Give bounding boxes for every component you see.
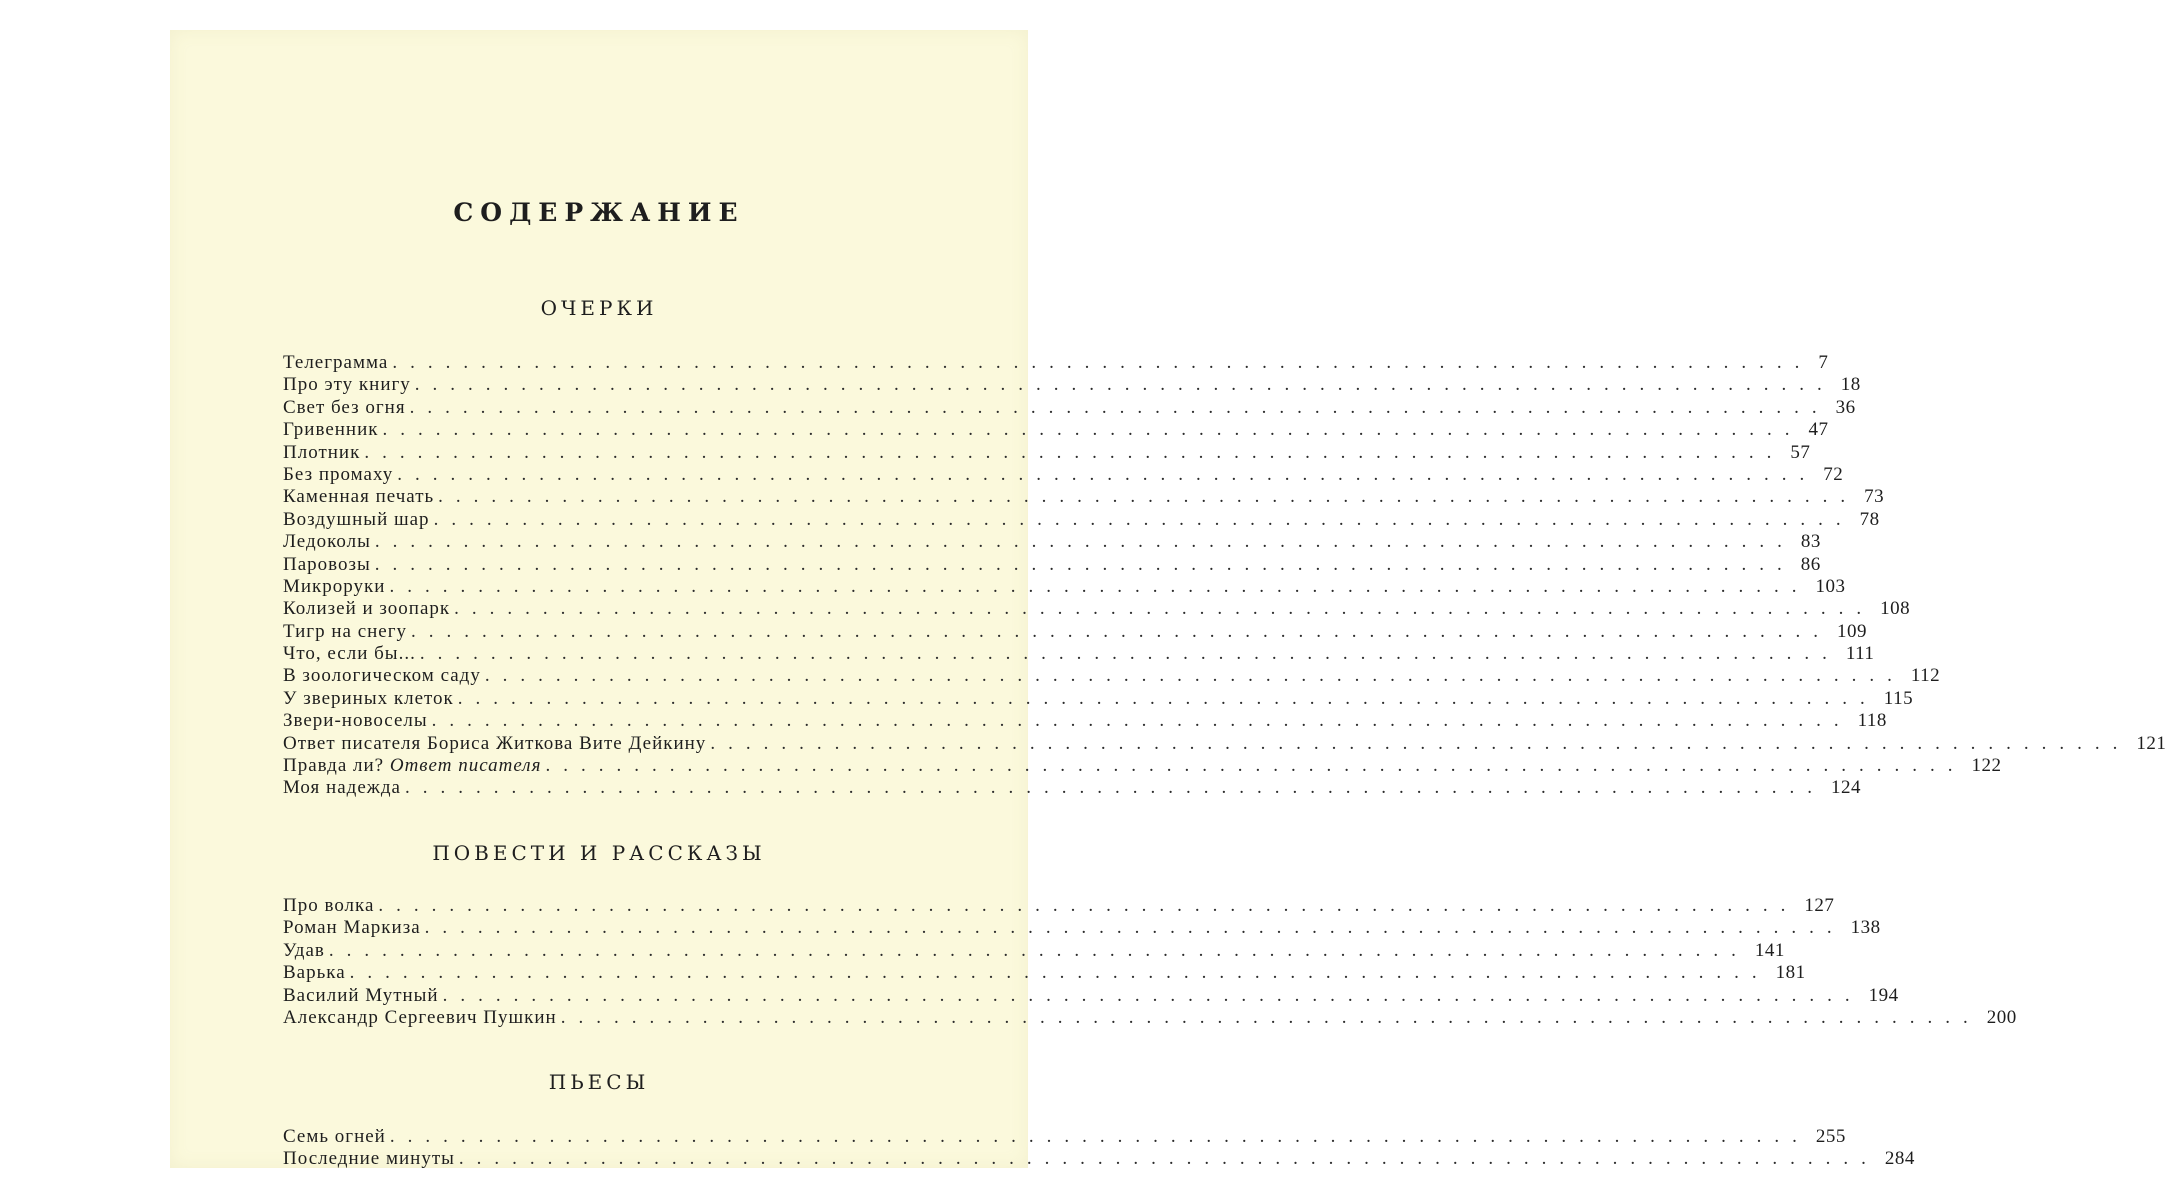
- toc-leader-dots: ................................................................................: [442, 984, 1863, 1006]
- toc-entry-title: Семь огней: [283, 1126, 386, 1147]
- toc-entry: [283, 710, 1887, 732]
- toc-entry-subtitle: Ответ писателя: [389, 755, 542, 777]
- toc-entry-title: Моя надежда: [283, 777, 401, 799]
- toc-entry: [283, 755, 2002, 777]
- toc-page-number: 115: [1883, 687, 1914, 709]
- toc-entry: [283, 374, 1861, 396]
- toc-entry: [283, 598, 1911, 620]
- toc-page-number: 7: [1818, 352, 1829, 373]
- toc-page-number: 103: [1815, 575, 1846, 597]
- toc-entry: [283, 352, 1829, 374]
- toc-page-number: 111: [1845, 643, 1875, 665]
- toc-entry: [283, 575, 1846, 598]
- toc-entry: [283, 777, 1861, 799]
- toc-entry: [283, 895, 1835, 917]
- toc-entry: [283, 732, 2166, 755]
- toc-page-number: 47: [1808, 419, 1829, 441]
- toc-page-number: 194: [1868, 984, 1899, 1006]
- toc-leader-dots: ................................................................................: [378, 895, 1799, 916]
- toc-entry-title: Александр Сергеевич Пушкин: [283, 1006, 557, 1028]
- toc-leader-dots: ................................................................................: [431, 710, 1852, 732]
- toc-leader-dots: ................................................................................: [419, 643, 1840, 665]
- toc-page-number: 108: [1880, 598, 1911, 620]
- toc-entry-title: Василий Мутный: [283, 984, 439, 1006]
- toc-page-number: 36: [1835, 396, 1856, 418]
- toc-leader-dots: ................................................................................: [458, 1148, 1879, 1170]
- toc-leader-dots: ................................................................................: [454, 598, 1875, 620]
- toc-entry: [283, 508, 1880, 531]
- toc-entry: [283, 1006, 2017, 1029]
- toc-entry: [283, 962, 1806, 984]
- toc-leader-dots: ................................................................................: [433, 508, 1854, 530]
- toc-page-number: 86: [1800, 553, 1821, 575]
- toc-entry-title: Телеграмма: [283, 352, 389, 373]
- toc-entry: [283, 419, 1829, 441]
- toc-leader-dots: ................................................................................: [404, 777, 1825, 799]
- toc-leader-dots: ................................................................................: [397, 463, 1818, 485]
- toc-page-number: 127: [1804, 895, 1835, 916]
- toc-page-number: 78: [1859, 508, 1880, 530]
- toc-entry-title: Последние минуты: [283, 1148, 455, 1170]
- toc-entry-title: Воздушный шар: [283, 508, 430, 530]
- toc-entry-title: Роман Маркиза: [283, 917, 421, 939]
- toc-page-number: 124: [1830, 777, 1861, 799]
- toc-entry-title: Гривенник: [283, 419, 379, 441]
- toc-entry: [283, 665, 1941, 687]
- toc-leader-dots: ................................................................................: [374, 553, 1795, 575]
- toc-leader-dots: ................................................................................: [389, 575, 1810, 597]
- toc-page-number: 284: [1884, 1148, 1915, 1170]
- toc-list-pesy: [283, 1126, 1915, 1171]
- toc-list-ocherki: [283, 352, 2166, 800]
- toc-leader-dots: ................................................................................: [424, 917, 1845, 939]
- toc-leader-dots: ................................................................................: [414, 374, 1835, 396]
- toc-entry-title: Колизей и зоопарк: [283, 598, 451, 620]
- book-page: [170, 30, 2166, 1170]
- toc-entry-title: Про волка: [283, 895, 375, 916]
- toc-entry-title: Удав: [283, 939, 325, 961]
- toc-page-number: 255: [1815, 1126, 1846, 1147]
- toc-leader-dots: ................................................................................: [364, 441, 1785, 463]
- toc-page-number: 109: [1837, 620, 1868, 642]
- toc-page-number: 138: [1850, 917, 1881, 939]
- toc-page-number: 112: [1910, 665, 1941, 687]
- toc-entry-title: Без промаху: [283, 463, 394, 485]
- toc-leader-dots: ................................................................................: [560, 1006, 1981, 1028]
- toc-page-number: 141: [1754, 939, 1785, 961]
- toc-leader-dots: ................................................................................: [389, 1126, 1810, 1147]
- toc-page-number: 181: [1775, 962, 1806, 984]
- toc-leader-dots: ................................................................................: [411, 620, 1832, 642]
- toc-entry: [283, 939, 1785, 962]
- toc-entry-title: Микроруки: [283, 575, 386, 597]
- toc-entry-title: Ледоколы: [283, 531, 371, 553]
- toc-page-number: 18: [1840, 374, 1861, 396]
- toc-entry-title: Что, если бы...: [283, 643, 416, 665]
- toc-leader-dots: ................................................................................: [484, 665, 1905, 687]
- toc-page-number: 118: [1857, 710, 1887, 732]
- toc-entry: [283, 396, 1856, 419]
- toc-entry-title: В зоологическом саду: [283, 665, 481, 687]
- page-title: СОДЕРЖАНИЕ: [453, 198, 745, 227]
- toc-page-number: 121: [2136, 732, 2166, 754]
- toc-page-number: 72: [1823, 463, 1844, 485]
- toc-entry: [283, 441, 1811, 464]
- toc-entry-title: Про эту книгу: [283, 374, 411, 396]
- section-heading-pesy: ПЬЕСЫ: [548, 1070, 650, 1094]
- toc-entry: [283, 1148, 1915, 1170]
- toc-leader-dots: ................................................................................: [545, 755, 1966, 777]
- toc-entry-title: Плотник: [283, 441, 361, 463]
- toc-entry: [283, 531, 1821, 553]
- toc-entry-title: Варька: [283, 962, 346, 984]
- toc-page-number: 83: [1800, 531, 1821, 553]
- toc-page-number: 122: [1971, 755, 2002, 777]
- toc-entry: [283, 687, 1914, 710]
- toc-entry: [283, 984, 1899, 1007]
- toc-leader-dots: ................................................................................: [457, 687, 1878, 709]
- toc-entry-title: Правда ли? Ответ писателя: [283, 755, 542, 777]
- toc-leader-dots: ................................................................................: [710, 732, 2131, 754]
- toc-entry-title: Свет без огня: [283, 396, 406, 418]
- toc-entry-title: Тигр на снегу: [283, 620, 408, 642]
- toc-entry: [283, 486, 1885, 508]
- toc-entry-title: Звери-новоселы: [283, 710, 428, 732]
- section-heading-ocherki: ОЧЕРКИ: [540, 296, 658, 320]
- section-heading-povesti: ПОВЕСТИ И РАССКАЗЫ: [432, 841, 766, 865]
- toc-leader-dots: ................................................................................: [374, 531, 1795, 553]
- toc-entry: [283, 463, 1844, 486]
- toc-entry-title: У звериных клеток: [283, 687, 454, 709]
- toc-leader-dots: ................................................................................: [438, 486, 1859, 508]
- toc-page-number: 73: [1864, 486, 1885, 508]
- toc-list-povesti: [283, 895, 2017, 1029]
- toc-entry: [283, 553, 1821, 576]
- toc-leader-dots: ................................................................................: [409, 396, 1830, 418]
- toc-leader-dots: ................................................................................: [392, 352, 1813, 373]
- toc-entry: [283, 1126, 1846, 1148]
- toc-page-number: 57: [1790, 441, 1811, 463]
- toc-entry: [283, 643, 1875, 665]
- toc-entry: [283, 620, 1868, 643]
- toc-leader-dots: ................................................................................: [349, 962, 1770, 984]
- toc-leader-dots: ................................................................................: [382, 419, 1803, 441]
- toc-entry-title: Каменная печать: [283, 486, 435, 508]
- toc-entry-title: Паровозы: [283, 553, 371, 575]
- toc-page-number: 200: [1986, 1006, 2017, 1028]
- toc-leader-dots: ................................................................................: [328, 939, 1749, 961]
- toc-entry-title: Ответ писателя Бориса Житкова Вите Дейкину: [283, 732, 707, 754]
- toc-entry: [283, 917, 1881, 939]
